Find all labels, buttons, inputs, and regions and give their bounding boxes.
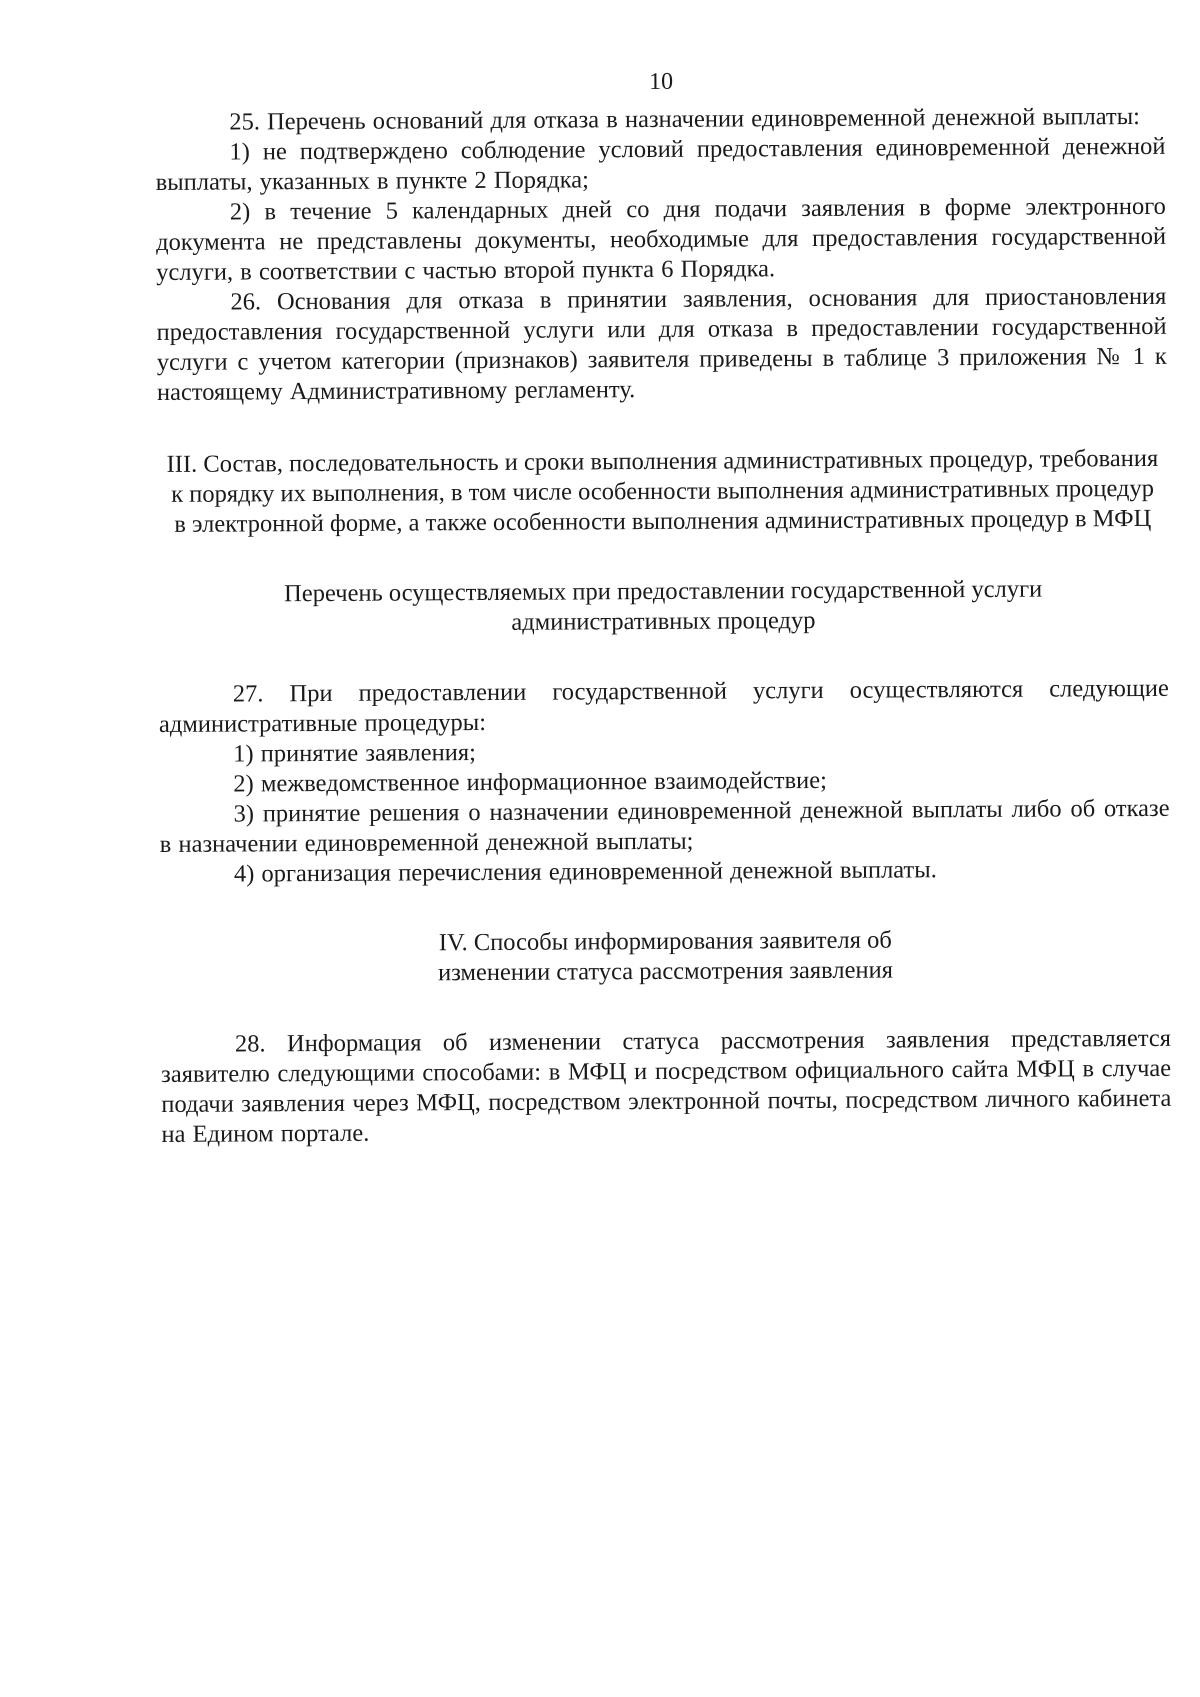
spacer: [161, 984, 1171, 1030]
paragraph-25-item-2: 2) в течение 5 календарных дней со дня подачи заявления в форме электронного документа не представлены документы, необходимые для предоставления государственной услуги, в соответствии с частью второй пункта 6 Порядка.: [155, 192, 1167, 286]
document-page: [155, 64, 1172, 1150]
spacer: [157, 402, 1167, 450]
paragraph-27: 27. При предоставлении государственной услуги осуществляются следующие административные процедуры:: [158, 674, 1169, 738]
spacer: [160, 884, 1170, 930]
page-number: 10: [649, 68, 674, 95]
subsection-wrapper: [158, 574, 1168, 640]
section-3-heading: III. Состав, последовательность и сроки выполнения административных процедур, требования к порядку их выполнения, в том числе особенности выполнения административных процедур в электронной форме, а также особенности выполнения административных процедур в МФЦ: [166, 444, 1159, 538]
paragraph-27-item-4: 4) организация перечисления единовременной денежной выплаты.: [233, 856, 937, 888]
section-4-wrapper: [160, 924, 1170, 990]
spacer: [158, 634, 1168, 680]
paragraph-27-item-3: 3) принятие решения о назначении единовременной денежной выплаты либо об отказе в назначении единовременной денежной выплаты;: [159, 794, 1170, 858]
paragraph-27-item-2: 2) межведомственное информационное взаимодействие;: [233, 766, 828, 798]
paragraph-26: 26. Основания для отказа в принятии заявления, основания для приостановления предоставления государственной услуги или для отказа в предоставлении государственной услуги с учетом категории (признаков) заявителя приведены в таблице 3 приложения № 1 к настоящему Административному регламенту.: [156, 282, 1167, 406]
section-3-wrapper: [157, 444, 1168, 540]
paragraph-27-item-1: 1) принятие заявления;: [233, 739, 476, 768]
section-4-heading: IV. Способы информирования заявителя об изменении статуса рассмотрения заявления: [437, 926, 894, 987]
subsection-heading: Перечень осуществляемых при предоставлении государственной услуги административных процедур: [284, 575, 1043, 636]
paragraph-25: 25. Перечень оснований для отказа в назначении единовременной денежной выплаты:: [229, 102, 1141, 136]
spacer: [158, 534, 1168, 580]
paragraph-25-item-1: 1) не подтверждено соблюдение условий предоставления единовременной денежной выплаты, указанных в пункте 2 Порядка;: [155, 132, 1166, 196]
paragraph-28: 28. Информация об изменении статуса рассмотрения заявления представляется заявителю следующими способами: в МФЦ и посредством официального сайта МФЦ в случае подачи заявления через МФЦ, посредством электронной почты, посредством личного кабинета на Едином портале.: [161, 1024, 1172, 1148]
